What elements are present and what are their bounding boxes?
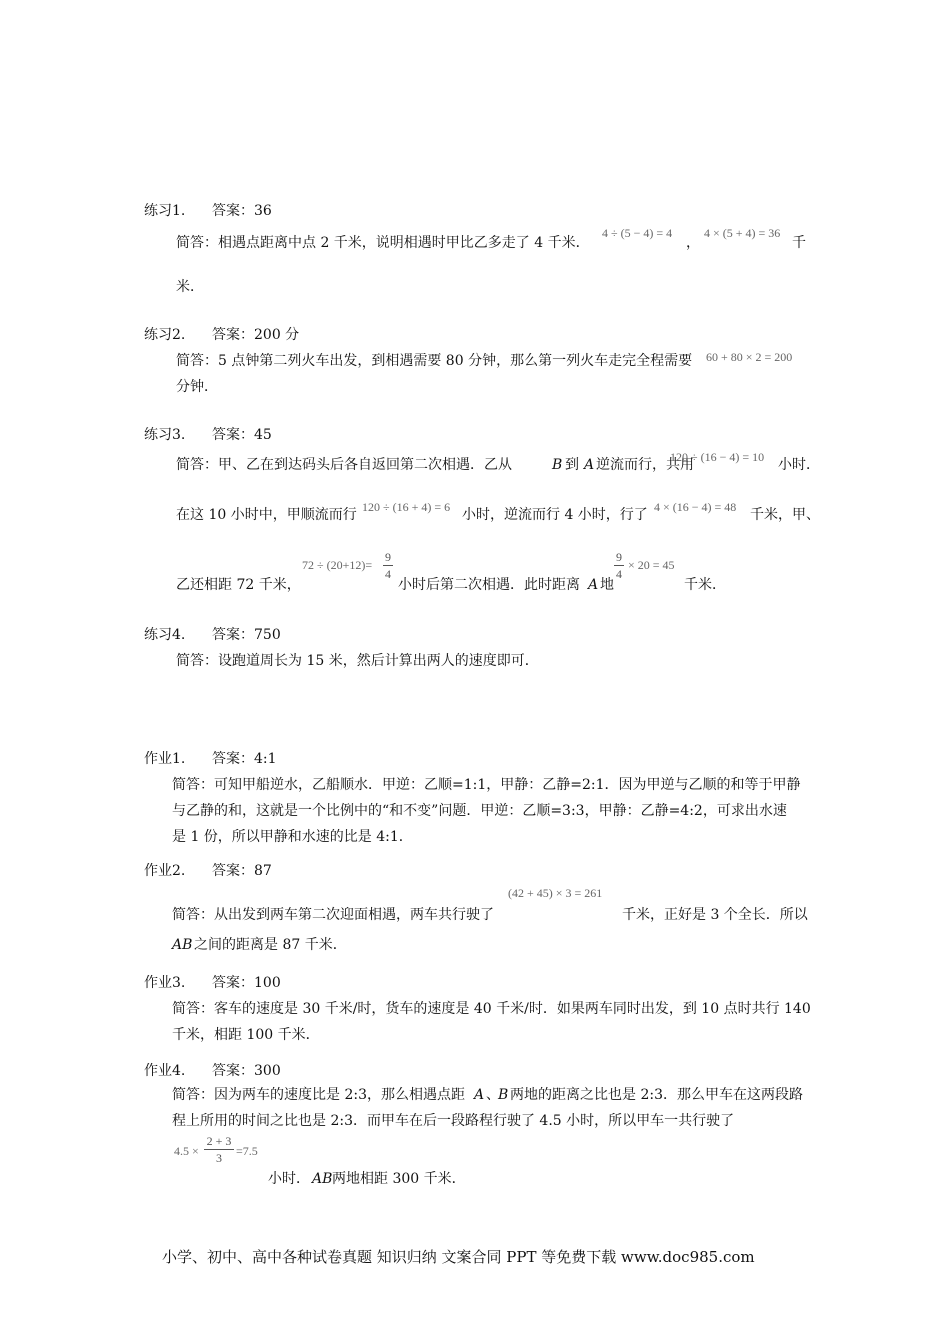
homework-4-label: 作业4. — [144, 1063, 186, 1079]
practice-3-line3-b: 小时后第二次相遇．此时距离 — [398, 577, 580, 593]
practice-2-text-end: 分钟． — [176, 379, 218, 395]
homework-2-label: 作业2. — [144, 863, 186, 879]
practice-1-text: 简答：相遇点距离中点 2 千米，说明相遇时甲比乙多走了 4 千米． — [176, 235, 590, 251]
homework-4-line2: 程上所用的时间之比也是 2:3．而甲车在后一段路程行驶了 4.5 小时，所以甲车一共行驶了 — [172, 1113, 735, 1129]
homework-2-formula: (42 + 45) × 3 = 261 — [508, 886, 603, 900]
practice-3-line3-a: 乙还相距 72 千米， — [176, 577, 301, 593]
practice-3-line3-d: 千米． — [684, 577, 726, 593]
homework-4-formula-b: =7.5 — [236, 1144, 258, 1158]
practice-1-formula-b: 4 × (5 + 4) = 36 — [704, 226, 781, 240]
practice-3-line2-c: 千米，甲、 — [750, 507, 820, 523]
homework-1-label: 作业1. — [144, 751, 186, 767]
practice-1-answer: 答案：36 — [212, 203, 272, 219]
footer-text: 小学、初中、高中各种试卷真题 知识归纳 文案合同 PPT 等免费下载 www.doc985.com — [162, 1248, 755, 1266]
practice-2-text: 简答：5 点钟第二列火车出发，到相遇需要 80 分钟，那么第一列火车走完全程需要 — [176, 353, 693, 369]
practice-3-line1-a: 简答：甲、乙在到达码头后各自返回第二次相遇．乙从 — [176, 457, 512, 473]
homework-2-line2: 之间的距离是 87 千米． — [194, 937, 347, 953]
practice-3-line1-to: 到 — [565, 457, 579, 473]
homework-1-line3: 是 1 份，所以甲静和水速的比是 4:1． — [172, 829, 413, 845]
practice-3-line1-b: 逆流而行，共用 — [596, 457, 694, 473]
homework-4-var-a: A — [474, 1087, 485, 1103]
practice-3-var-b: B — [552, 457, 563, 473]
practice-3-answer: 答案：45 — [212, 427, 272, 443]
practice-3-line3-c: 地 — [600, 577, 614, 593]
practice-3-label: 练习3. — [144, 427, 186, 443]
homework-4-sep: 、 — [486, 1087, 500, 1103]
homework-4-line3-b: 两地相距 300 千米． — [332, 1171, 466, 1187]
homework-4-var-ab: AB — [312, 1171, 333, 1187]
homework-2-line1-b: 千米，正好是 3 个全长．所以 — [622, 907, 808, 923]
homework-3-line2: 千米，相距 100 千米． — [172, 1027, 320, 1043]
practice-1-formula-a: 4 ÷ (5 − 4) = 4 — [602, 226, 673, 240]
practice-3-formula-d: 72 ÷ (20+12)= — [302, 558, 373, 572]
practice-3-formula-e: × 20 = 45 — [628, 558, 675, 572]
practice-1-unit-end: 米． — [176, 279, 204, 295]
practice-3-formula-a: 120 ÷ (16 − 4) = 10 — [670, 450, 765, 464]
homework-4-answer: 答案：300 — [212, 1063, 281, 1079]
practice-3-line1-c: 小时． — [778, 457, 820, 473]
homework-4-fraction: 2 + 3 3 — [204, 1134, 234, 1165]
practice-1-label: 练习1. — [144, 203, 186, 219]
practice-4-text: 简答：设跑道周长为 15 米，然后计算出两人的速度即可． — [176, 653, 539, 669]
practice-1-unit-part: 千 — [792, 235, 806, 251]
practice-1-comma: ， — [686, 235, 700, 251]
homework-4-formula-a: 4.5 × — [174, 1144, 199, 1158]
homework-3-answer: 答案：100 — [212, 975, 281, 991]
homework-2-answer: 答案：87 — [212, 863, 272, 879]
practice-3-line2-b: 小时，逆流而行 4 小时，行了 — [462, 507, 648, 523]
practice-4-label: 练习4. — [144, 627, 186, 643]
practice-2-formula: 60 + 80 × 2 = 200 — [706, 350, 793, 364]
homework-2-var-ab: AB — [172, 937, 193, 953]
practice-3-var-a: A — [584, 457, 595, 473]
practice-3-formula-b: 120 ÷ (16 + 4) = 6 — [362, 500, 451, 514]
homework-4-var-b: B — [498, 1087, 509, 1103]
practice-3-fraction-a: 9 4 — [385, 550, 391, 581]
homework-4-line1-a: 简答：因为两车的速度比是 2:3，那么相遇点距 — [172, 1087, 465, 1103]
practice-3-var-a2: A — [588, 577, 599, 593]
practice-4-answer: 答案：750 — [212, 627, 281, 643]
homework-1-answer: 答案：4:1 — [212, 751, 277, 767]
practice-2-label: 练习2. — [144, 327, 186, 343]
homework-1-line2: 与乙静的和，这就是一个比例中的“和不变”问题．甲逆：乙顺=3:3，甲静：乙静=4:2，可求出水速 — [172, 803, 787, 819]
homework-4-line3-a: 小时． — [268, 1171, 310, 1187]
practice-3-line2-a: 在这 10 小时中，甲顺流而行 — [176, 507, 357, 523]
practice-3-fraction-b: 9 4 — [616, 550, 622, 581]
homework-3-line1: 简答：客车的速度是 30 千米/时，货车的速度是 40 千米/时．如果两车同时出发，到 10 点时共行 140 — [172, 1001, 811, 1017]
practice-2-answer: 答案：200 分 — [212, 327, 300, 343]
homework-2-line1-a: 简答：从出发到两车第二次迎面相遇，两车共行驶了 — [172, 907, 494, 923]
homework-1-line1: 简答：可知甲船逆水，乙船顺水．甲逆：乙顺=1:1，甲静：乙静=2:1．因为甲逆与乙顺的和等于甲静 — [172, 777, 801, 793]
homework-3-label: 作业3. — [144, 975, 186, 991]
practice-3-formula-c: 4 × (16 − 4) = 48 — [654, 500, 737, 514]
homework-4-line1-b: 两地的距离之比也是 2:3．那么甲车在这两段路 — [510, 1087, 803, 1103]
